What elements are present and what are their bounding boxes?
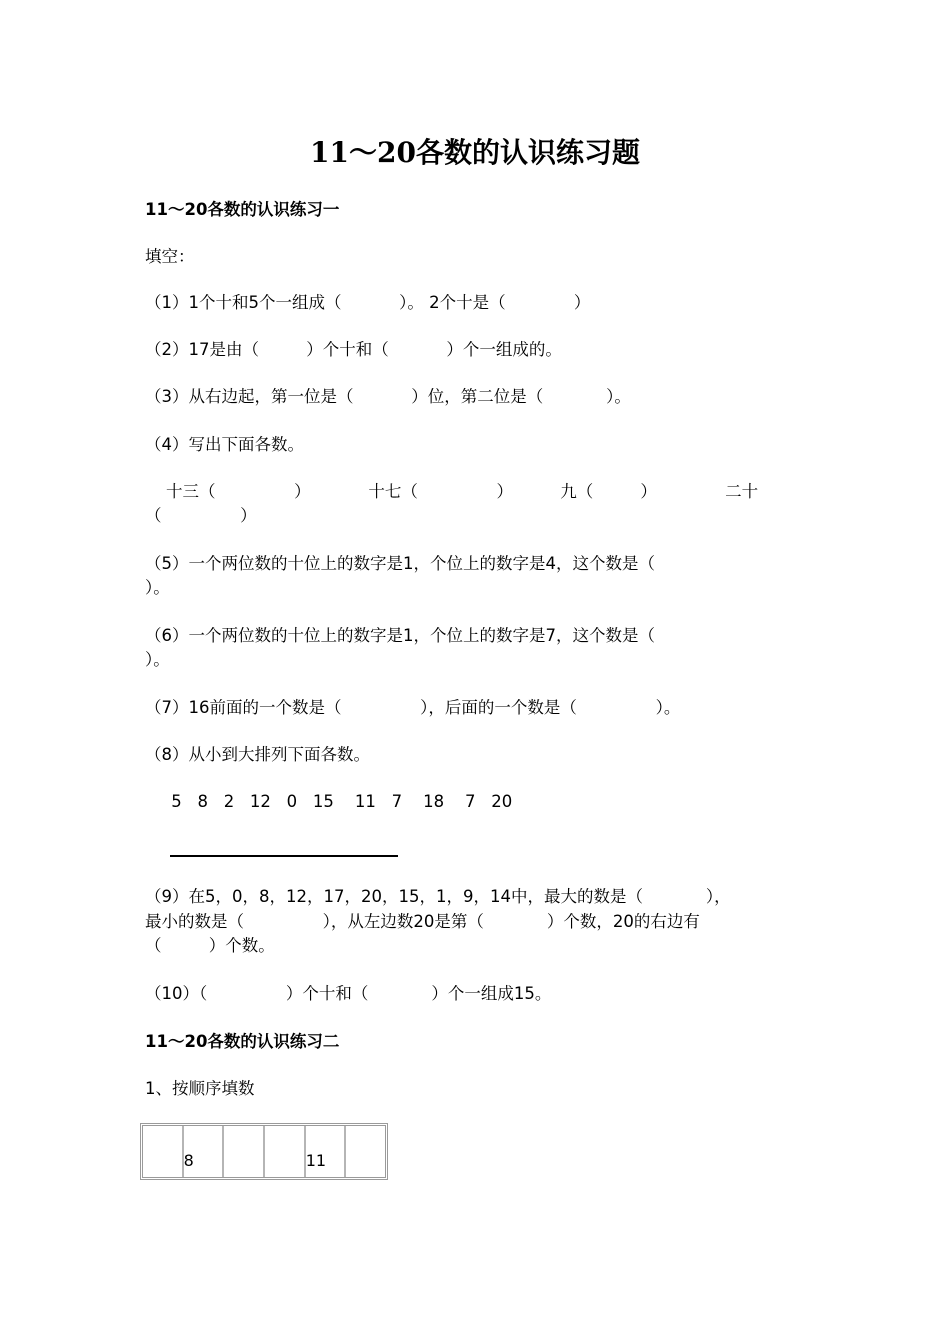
section2-question-1: 1、按顺序填数 <box>145 1079 255 1098</box>
question-4-items-cont: （ ） <box>145 506 257 525</box>
sequence-cell[interactable] <box>143 1126 184 1177</box>
question-6-cont: ）。 <box>145 650 170 669</box>
question-10: （10）（ ）个十和（ ）个一组成15。 <box>145 984 552 1003</box>
question-5: （5）一个两位数的十位上的数字是1，个位上的数字是4，这个数是（ <box>145 554 655 573</box>
question-8: （8）从小到大排列下面各数。 <box>145 745 370 764</box>
instruction-text: 填空： <box>145 247 195 266</box>
page-title: 11～20各数的认识练习题 <box>310 136 640 169</box>
question-4-items: 十三（ ） 十七（ ） 九（ ） 二十 <box>145 482 759 501</box>
sequence-cell[interactable] <box>265 1126 306 1177</box>
question-6: （6）一个两位数的十位上的数字是1，个位上的数字是7，这个数是（ <box>145 626 655 645</box>
sequence-cell[interactable] <box>224 1126 265 1177</box>
section2-heading: 11～20各数的认识练习二 <box>145 1032 340 1051</box>
question-7: （7）16前面的一个数是（ ），后面的一个数是（ ）。 <box>145 698 681 717</box>
question-5-cont: ）。 <box>145 578 170 597</box>
question-1: （1）1个十和5个一组成（ ）。 2个十是（ ） <box>145 293 591 312</box>
question-9-cont1: 最小的数是（ ），从左边数20是第（ ）个数，20的右边有 <box>145 912 700 931</box>
question-9-cont2: （ ）个数。 <box>145 936 275 955</box>
question-9: （9）在5，0，8，12，17，20，15，1，9，14中，最大的数是（ ）， <box>145 887 731 906</box>
question-2: （2）17是由（ ）个十和（ ）个一组成的。 <box>145 340 562 359</box>
sequence-table <box>140 1123 388 1180</box>
question-3: （3）从右边起，第一位是（ ）位，第二位是（ ）。 <box>145 387 631 406</box>
question-8-numbers: 5 8 2 12 0 15 11 7 18 7 20 <box>145 792 513 811</box>
sequence-cell[interactable] <box>346 1126 385 1177</box>
section1-heading: 11～20各数的认识练习一 <box>145 200 340 219</box>
question-4: （4）写出下面各数。 <box>145 435 304 454</box>
sequence-cell[interactable]: 8 <box>184 1126 225 1177</box>
answer-line <box>170 855 398 857</box>
sequence-cell[interactable]: 11 <box>306 1126 347 1177</box>
